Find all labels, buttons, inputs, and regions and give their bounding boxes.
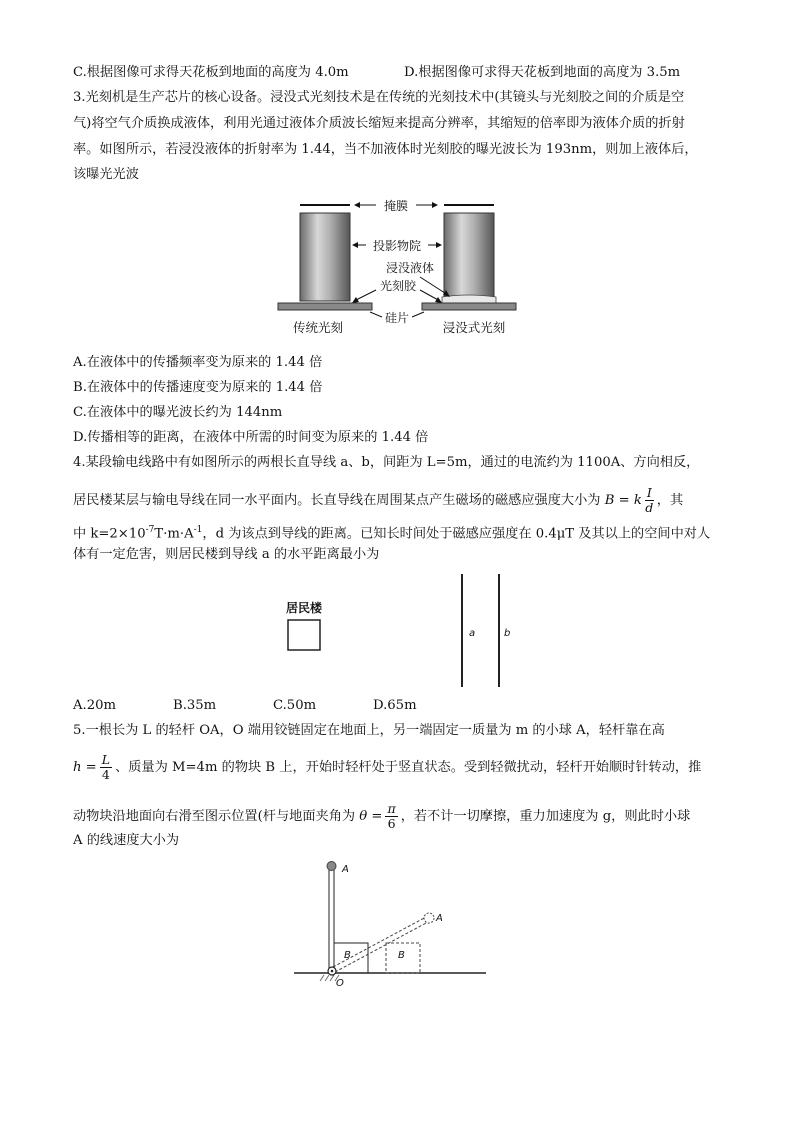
label-b1: B <box>344 950 351 961</box>
rod-vertical <box>329 867 334 971</box>
ball-a-top <box>327 862 336 871</box>
wire-b-label: b <box>504 628 511 639</box>
q4-option-d: D.65m <box>373 698 417 713</box>
q3-stem-line1: 3.光刻机是生产芯片的核心设备。浸没式光刻技术是在传统的光刻技术中(其镜头与光刻胶之间的介质是空 <box>73 90 685 105</box>
q4-option-a: A.20m <box>73 698 117 713</box>
label-wafer: 硅片 <box>384 311 410 325</box>
q3-option-a: A.在液体中的传播频率变为原来的 1.44 倍 <box>73 355 323 370</box>
formula-l-over-4: $\frac{L}{4}$ <box>101 752 111 782</box>
lens-left <box>300 213 350 301</box>
formula-b-lhs: B = k <box>604 493 642 508</box>
label-liquid: 浸没液体 <box>385 261 435 275</box>
q5-stem-line4: A 的线速度大小为 <box>73 833 180 848</box>
q4-stem-line4: 体有一定危害，则居民楼到导线 a 的水平距离最小为 <box>73 547 380 562</box>
q4-stem-line1: 4.某段输电线路中有如图所示的两根长直导线 a、b，间距为 L=5m，通过的电流约为 1100A、方向相反， <box>73 455 700 470</box>
label-mask: 掩膜 <box>383 199 409 213</box>
formula-pi-over-6: $\frac{\pi}{6}$ <box>387 801 396 831</box>
wafer-right <box>422 303 516 310</box>
q4-line2-end: ，其 <box>656 493 684 508</box>
q4-option-b: B.35m <box>173 698 217 713</box>
block-b-initial <box>334 943 368 973</box>
label-resist: 光刻胶 <box>379 279 417 293</box>
q4-option-c: C.50m <box>273 698 317 713</box>
label-b2: B <box>398 950 405 961</box>
q3-stem-line4: 该曝光光波 <box>73 167 139 182</box>
caption-immersion: 浸没式光刻 <box>442 320 506 335</box>
q5-stem-line2: h = $\frac{L}{4}$ 、质量为 M=4m 的物块 B 上，开始时轻杆处于竖直状态。受到轻微扰动，轻杆开始顺时针转动，推 <box>73 752 702 782</box>
power-line-figure <box>280 570 520 690</box>
q4-line2-text: 居民楼某层与输电导线在同一水平面内。长直导线在周围某点产生磁场的磁感应强度大小为 <box>73 493 605 508</box>
wire-a-label: a <box>469 628 476 639</box>
q4-stem-line2 <box>73 486 683 515</box>
q3-option-c: C.在液体中的曝光波长约为 144nm <box>73 405 283 420</box>
q3-option-d: D.传播相等的距离，在液体中所需的时间变为原来的 1.44 倍 <box>73 430 429 445</box>
q3-stem-line3: 率。如图所示，若浸没液体的折射率为 1.44，当不加液体时光刻胶的曝光波长为 193nm，则加上液体后， <box>73 142 698 157</box>
q3-option-b: B.在液体中的传播速度变为原来的 1.44 倍 <box>73 380 323 395</box>
lithography-figure <box>270 193 520 341</box>
lens-right <box>444 213 494 297</box>
label-lens: 投影物院 <box>372 239 422 253</box>
rod-block-figure <box>290 855 500 990</box>
label-a-tilted: A <box>436 913 443 924</box>
caption-traditional: 传统光刻 <box>292 320 344 335</box>
q3-stem-line2: 气)将空气介质换成液体，利用光通过液体介质波长缩短来提高分辨率，其缩短的倍率即为液体介质的折射 <box>73 116 685 131</box>
label-o: O <box>336 978 344 989</box>
label-a-top: A <box>342 864 349 875</box>
q2-option-c: C.根据图像可求得天花板到地面的高度为 4.0m <box>73 65 349 80</box>
wafer-left <box>278 303 372 310</box>
building-box <box>288 620 320 650</box>
immersion-liquid <box>442 295 496 303</box>
q2-option-d: D.根据图像可求得天花板到地面的高度为 3.5m <box>404 65 681 80</box>
q5-stem-line1: 5.一根长为 L 的轻杆 OA，O 端用铰链固定在地面上，另一端固定一质量为 m 的小球 A，轻杆靠在高 <box>73 723 665 738</box>
formula-i-over-d: $\frac{I}{d}$ <box>645 485 654 515</box>
ball-a-tilted <box>424 913 434 923</box>
building-label: 居民楼 <box>285 601 323 615</box>
q5-stem-line3: 动物块沿地面向右滑至图示位置(杆与地面夹角为 θ = $\frac{\pi}{6}$ ，若不计一切摩擦，重力加速度为 g，则此时小球 <box>73 801 691 831</box>
q4-stem-line3: 中 $k=2\times 10^{-7}T\cdot m\cdot A^{-1}$，d 为该点到导线的距离。已知长时间处于磁感应强度在 0.4μT 及其以上的空间中对人 <box>73 525 711 542</box>
